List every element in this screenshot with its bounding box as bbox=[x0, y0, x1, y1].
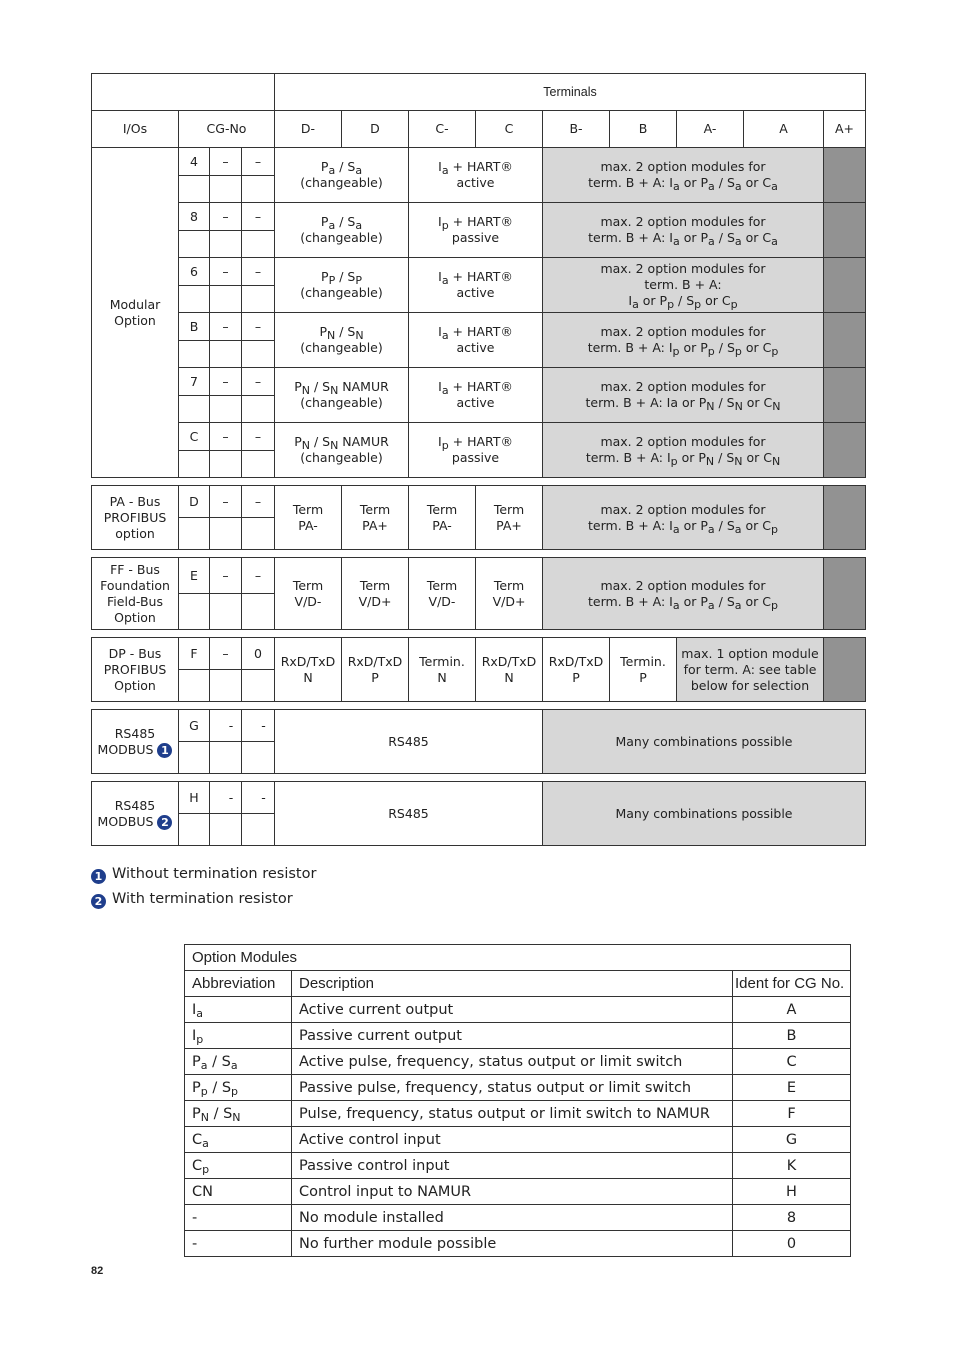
col-header: CG-No bbox=[179, 111, 275, 148]
dark-cell bbox=[824, 258, 866, 313]
option-modules-title: Option Modules bbox=[185, 945, 851, 971]
terminal-cell: Term V/D+ bbox=[476, 558, 543, 630]
terminal-cell: Termin. P bbox=[610, 638, 677, 702]
dark-cell bbox=[824, 313, 866, 368]
abbreviation: $C_p$ bbox=[185, 1153, 292, 1179]
ident: 8 bbox=[733, 1205, 851, 1231]
ident: A bbox=[733, 997, 851, 1023]
footnote-text: Without termination resistor bbox=[112, 866, 317, 882]
cg-dash: – bbox=[210, 313, 242, 341]
dark-cell bbox=[824, 203, 866, 258]
modular-option-group bbox=[92, 148, 866, 478]
cg-number: C bbox=[179, 423, 210, 451]
modular-row bbox=[92, 203, 866, 231]
rs485-label: RS485 bbox=[114, 797, 156, 813]
abbreviation: $P_p / S_p$ bbox=[185, 1075, 292, 1101]
cg-dash: – bbox=[242, 486, 275, 518]
footnote-text: With termination resistor bbox=[112, 891, 293, 907]
modular-row bbox=[92, 258, 866, 286]
cg-dash: – bbox=[210, 558, 242, 594]
terminal-cell: Term PA- bbox=[409, 486, 476, 550]
terminal-cell: Term PA+ bbox=[476, 486, 543, 550]
cg-dash: - bbox=[242, 710, 275, 742]
abbreviation: $P_a / S_a$ bbox=[185, 1049, 292, 1075]
ident: F bbox=[733, 1101, 851, 1127]
ident: K bbox=[733, 1153, 851, 1179]
modbus-label: MODBUS bbox=[97, 813, 154, 829]
terminals-header: Terminals bbox=[275, 74, 866, 111]
io-label: FF - Bus Foundation Field-Bus Option bbox=[92, 558, 179, 630]
option-row bbox=[185, 1153, 851, 1179]
cg-number: 6 bbox=[179, 258, 210, 286]
description: Passive control input bbox=[292, 1153, 733, 1179]
terminal-cell: Term PA+ bbox=[342, 486, 409, 550]
description: Active pulse, frequency, status output or limit switch bbox=[292, 1049, 733, 1075]
ident: C bbox=[733, 1049, 851, 1075]
terminal-d-cell: $P_P / S_P$ (changeable) bbox=[275, 258, 409, 313]
cg-dash: – bbox=[210, 148, 242, 176]
footnote-badge: 2 bbox=[91, 894, 106, 909]
option-row bbox=[185, 1023, 851, 1049]
ff-bus-row bbox=[92, 558, 866, 594]
dark-cell bbox=[824, 148, 866, 203]
footnote-badge: 1 bbox=[91, 869, 106, 884]
cg-number: 0 bbox=[242, 638, 275, 670]
terminal-c-cell: $I_a$ + HART® active bbox=[409, 313, 543, 368]
cg-dash: - bbox=[242, 782, 275, 814]
description: Pulse, frequency, status output or limit switch to NAMUR bbox=[292, 1101, 733, 1127]
option-note: max. 2 option modules for term. B + A: $I_a$ or $P_p / S_p$ or $C_p$ bbox=[543, 258, 824, 313]
option-row bbox=[185, 1231, 851, 1257]
ident: B bbox=[733, 1023, 851, 1049]
description: Passive current output bbox=[292, 1023, 733, 1049]
io-label: Modular Option bbox=[92, 148, 179, 478]
cg-number: B bbox=[179, 313, 210, 341]
option-row bbox=[185, 1075, 851, 1101]
option-modules-table bbox=[184, 944, 851, 1257]
terminal-d-cell: $P_N / S_N$ (changeable) bbox=[275, 313, 409, 368]
io-label: PA - Bus PROFIBUS option bbox=[92, 486, 179, 550]
dark-cell bbox=[824, 486, 866, 550]
cg-dash: – bbox=[210, 423, 242, 451]
col-header: B- bbox=[543, 111, 610, 148]
abbreviation: $P_N / S_N$ bbox=[185, 1101, 292, 1127]
description: No further module possible bbox=[292, 1231, 733, 1257]
abbreviation: $C_a$ bbox=[185, 1127, 292, 1153]
terminal-c-cell: $I_a$ + HART® active bbox=[409, 258, 543, 313]
ident: H bbox=[733, 1179, 851, 1205]
col-header: A bbox=[744, 111, 824, 148]
option-row bbox=[185, 1179, 851, 1205]
col-header: A+ bbox=[824, 111, 866, 148]
description: Active current output bbox=[292, 997, 733, 1023]
option-note: max. 2 option modules for term. B + A: $I_p$ or $P_p / S_p$ or $C_p$ bbox=[543, 313, 824, 368]
col-header: D bbox=[342, 111, 409, 148]
col-header: Abbreviation bbox=[185, 971, 292, 997]
terminal-cell: Term PA- bbox=[275, 486, 342, 550]
description: Active control input bbox=[292, 1127, 733, 1153]
cg-dash: – bbox=[210, 638, 242, 670]
ident: 0 bbox=[733, 1231, 851, 1257]
cg-dash: – bbox=[210, 486, 242, 518]
col-header: A- bbox=[677, 111, 744, 148]
option-note: max. 1 option module for term. A: see table below for selection bbox=[677, 638, 824, 702]
terminal-cell: Term V/D- bbox=[275, 558, 342, 630]
io-label bbox=[92, 782, 179, 846]
dark-cell bbox=[824, 558, 866, 630]
abbreviation: - bbox=[185, 1205, 292, 1231]
cg-number: H bbox=[179, 782, 210, 814]
col-header: Description bbox=[292, 971, 733, 997]
footnote-badge: 2 bbox=[157, 815, 172, 830]
terminal-d-cell: $P_a / S_a$ (changeable) bbox=[275, 203, 409, 258]
rs485-row-2 bbox=[92, 782, 866, 814]
pa-bus-row bbox=[92, 486, 866, 518]
footnote-2 bbox=[91, 891, 293, 909]
dark-cell bbox=[824, 368, 866, 423]
option-note: max. 2 option modules for term. B + A: $I_a$ or $P_a / S_a$ or $C_a$ bbox=[543, 148, 824, 203]
page-number: 82 bbox=[91, 1265, 104, 1277]
cg-dash: – bbox=[242, 368, 275, 396]
header-blank bbox=[92, 74, 275, 111]
rs485-row-1 bbox=[92, 710, 866, 742]
cg-dash: – bbox=[210, 203, 242, 231]
terminal-d-cell: $P_a / S_a$ (changeable) bbox=[275, 148, 409, 203]
abbreviation: - bbox=[185, 1231, 292, 1257]
option-note: Many combinations possible bbox=[543, 782, 866, 846]
terminal-cell: Term V/D+ bbox=[342, 558, 409, 630]
terminal-cell: Termin. N bbox=[409, 638, 476, 702]
ident: G bbox=[733, 1127, 851, 1153]
cg-dash: – bbox=[242, 313, 275, 341]
option-row bbox=[185, 1127, 851, 1153]
abbreviation: CN bbox=[185, 1179, 292, 1205]
col-header: D- bbox=[275, 111, 342, 148]
modular-row bbox=[92, 313, 866, 341]
option-rows bbox=[185, 997, 851, 1257]
cg-number: G bbox=[179, 710, 210, 742]
cg-dash: – bbox=[242, 203, 275, 231]
cg-number: 4 bbox=[179, 148, 210, 176]
cg-dash: – bbox=[210, 258, 242, 286]
option-row bbox=[185, 1101, 851, 1127]
terminal-c-cell: $I_p$ + HART® passive bbox=[409, 203, 543, 258]
modbus-label: MODBUS bbox=[97, 741, 154, 757]
option-row bbox=[185, 1049, 851, 1075]
option-note: max. 2 option modules for term. B + A: $I_a$ or $P_a / S_a$ or $C_p$ bbox=[543, 558, 824, 630]
col-header: I/Os bbox=[92, 111, 179, 148]
cg-number: D bbox=[179, 486, 210, 518]
dp-bus-row bbox=[92, 638, 866, 670]
terminal-d-cell: $P_N / S_N$ NAMUR (changeable) bbox=[275, 423, 409, 478]
terminal-c-cell: $I_p$ + HART® passive bbox=[409, 423, 543, 478]
abbreviation: $I_a$ bbox=[185, 997, 292, 1023]
cg-dash: – bbox=[210, 368, 242, 396]
col-header: C- bbox=[409, 111, 476, 148]
terminal-cell: RS485 bbox=[275, 782, 543, 846]
terminal-cell: RS485 bbox=[275, 710, 543, 774]
option-row bbox=[185, 1205, 851, 1231]
description: Passive pulse, frequency, status output or limit switch bbox=[292, 1075, 733, 1101]
cg-dash: – bbox=[242, 423, 275, 451]
abbreviation: $I_p$ bbox=[185, 1023, 292, 1049]
io-label bbox=[92, 710, 179, 774]
col-header: B bbox=[610, 111, 677, 148]
terminal-cell: RxD/TxD N bbox=[275, 638, 342, 702]
rs485-label: RS485 bbox=[114, 725, 156, 741]
modular-row bbox=[92, 148, 866, 176]
option-note: max. 2 option modules for term. B + A: $I_a$ or $P_a / S_a$ or $C_p$ bbox=[543, 486, 824, 550]
option-note: max. 2 option modules for term. B + A: $I_p$ or $P_N / S_N$ or $C_N$ bbox=[543, 423, 824, 478]
option-row bbox=[185, 997, 851, 1023]
terminal-cell: RxD/TxD P bbox=[342, 638, 409, 702]
ident: E bbox=[733, 1075, 851, 1101]
cg-dash: – bbox=[242, 558, 275, 594]
cg-number: 7 bbox=[179, 368, 210, 396]
modular-row bbox=[92, 423, 866, 451]
footnote-badge: 1 bbox=[157, 743, 172, 758]
terminal-c-cell: $I_a$ + HART® active bbox=[409, 148, 543, 203]
cg-dash: – bbox=[242, 258, 275, 286]
modular-row bbox=[92, 368, 866, 396]
description: No module installed bbox=[292, 1205, 733, 1231]
footnote-1 bbox=[91, 866, 316, 884]
cg-dash: - bbox=[210, 782, 242, 814]
terminal-cell: RxD/TxD P bbox=[543, 638, 610, 702]
column-header-row bbox=[92, 111, 866, 148]
description: Control input to NAMUR bbox=[292, 1179, 733, 1205]
terminal-d-cell: $P_N / S_N$ NAMUR (changeable) bbox=[275, 368, 409, 423]
cg-number: E bbox=[179, 558, 210, 594]
col-header: C bbox=[476, 111, 543, 148]
io-label: DP - Bus PROFIBUS Option bbox=[92, 638, 179, 702]
dark-cell bbox=[824, 423, 866, 478]
option-note: max. 2 option modules for term. B + A: Ia or $P_N / S_N$ or $C_N$ bbox=[543, 368, 824, 423]
terminals-table bbox=[91, 73, 866, 846]
cg-number: F bbox=[179, 638, 210, 670]
col-header: Ident for CG No. bbox=[733, 971, 851, 997]
cg-dash: – bbox=[242, 148, 275, 176]
terminal-cell: Term V/D- bbox=[409, 558, 476, 630]
option-note: Many combinations possible bbox=[543, 710, 866, 774]
option-note: max. 2 option modules for term. B + A: $I_a$ or $P_a / S_a$ or $C_a$ bbox=[543, 203, 824, 258]
terminal-c-cell: $I_a$ + HART® active bbox=[409, 368, 543, 423]
cg-dash: - bbox=[210, 710, 242, 742]
cg-number: 8 bbox=[179, 203, 210, 231]
dark-cell bbox=[824, 638, 866, 702]
terminal-cell: RxD/TxD N bbox=[476, 638, 543, 702]
